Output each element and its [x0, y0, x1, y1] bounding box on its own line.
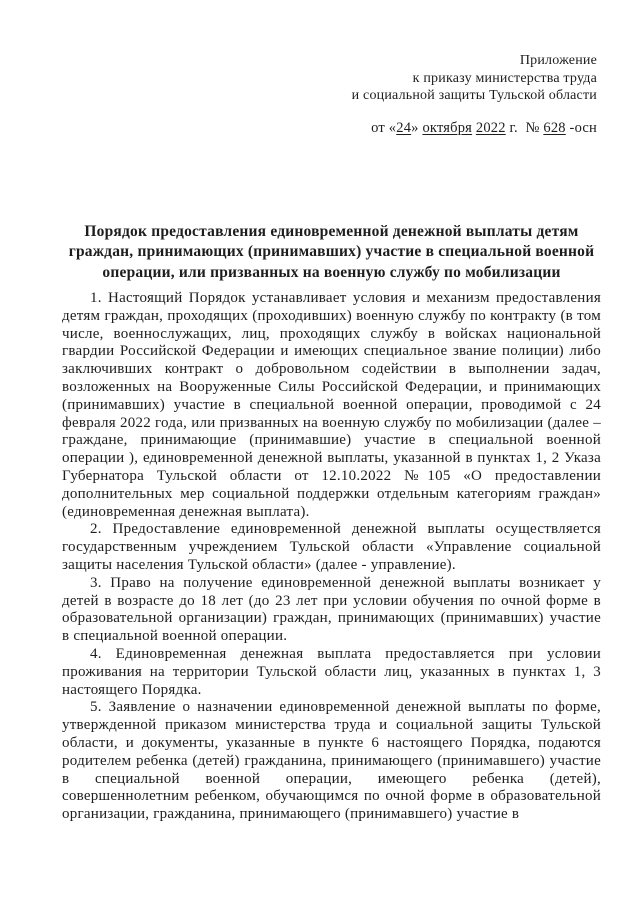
order-number: 628	[543, 119, 566, 136]
date-quote-close: »	[411, 119, 423, 136]
date-prefix: от «	[371, 119, 397, 136]
paragraph-4: 4. Единовременная денежная выплата предоставляется при условии проживания на территории Тульской области лиц, указанных в пунктах 1, 3 настоящего Порядка.	[62, 645, 601, 698]
title-line-2: граждан, принимающих (принимавших) участие в специальной военной	[68, 243, 595, 260]
appendix-line-3: и социальной защиты Тульской области	[351, 88, 597, 103]
date-year: 2022	[475, 119, 506, 136]
order-date-line	[62, 120, 601, 137]
date-month: октября	[422, 119, 473, 136]
paragraph-3: 3. Право на получение единовременной денежной выплаты возникает у детей в возрасте до 18 лет (до 23 лет при условии обучения по очной форме в образовательной организации) граждан, принимающих (принимавших) участие в специальной военной операции.	[62, 574, 601, 645]
title-line-1: Порядок предоставления единовременной денежной выплаты детям	[84, 222, 579, 240]
document-content	[62, 0, 601, 824]
appendix-line-1: Приложение	[519, 53, 597, 68]
paragraph-5: 5. Заявление о назначении единовременной денежной выплаты по форме, утвержденной приказом министерства труда и социальной защиты Тульской области, и документы, указанные в пункте 6 настоящего Порядка, подаются родителем ребенка (детей) гражданина, принимающего (принимавшего) участие в специальной военной операции, имеющего ребенка (детей), совершеннолетним ребенком, обучающимся по очной форме в образовательной организации, гражданина, принимающего (принимавшего) участие в	[62, 699, 601, 823]
title-line-3: операции, или призванных на военную службу по мобилизации	[102, 263, 561, 281]
document-title	[62, 222, 601, 284]
document-body	[62, 290, 601, 824]
appendix-line-2: к приказу министерства труда	[412, 70, 597, 86]
date-day: 24	[396, 119, 412, 136]
order-number-suffix: -осн	[565, 119, 597, 136]
paragraph-1: 1. Настоящий Порядок устанавливает условия и механизм предоставления детям граждан, проходящих (проходивших) военную службу по контракту (в том числе, военнослужащих, лиц, проходящих службу в войсках национальной гвардии Российской Федерации и имеющих специальное звание полиции) либо заключивших контракт о добровольном содействии в выполнении задач, возложенных на Вооруженные Силы Российской Федерации, и принимающих (принимавших) участие в специальной военной операции, проводимой с 24 февраля 2022 года, или призванных на военную службу по мобилизации (далее – граждане, принимающие (принимавшие) участие в специальной военной операции ), единовременной денежной выплаты, указанной в пунктах 1, 2 Указа Губернатора Тульской области от 12.10.2022 №105 «О предоставлении дополнительных мер социальной поддержки отдельным категориям граждан» (единовременная денежная выплата).	[62, 290, 601, 520]
appendix-block	[62, 52, 601, 105]
date-number-label: г. №	[505, 119, 544, 136]
paragraph-2: 2. Предоставление единовременной денежной выплаты осуществляется государственным учреждением Тульской области «Управление социальной защиты населения Тульской области» (далее - управление).	[62, 521, 601, 573]
